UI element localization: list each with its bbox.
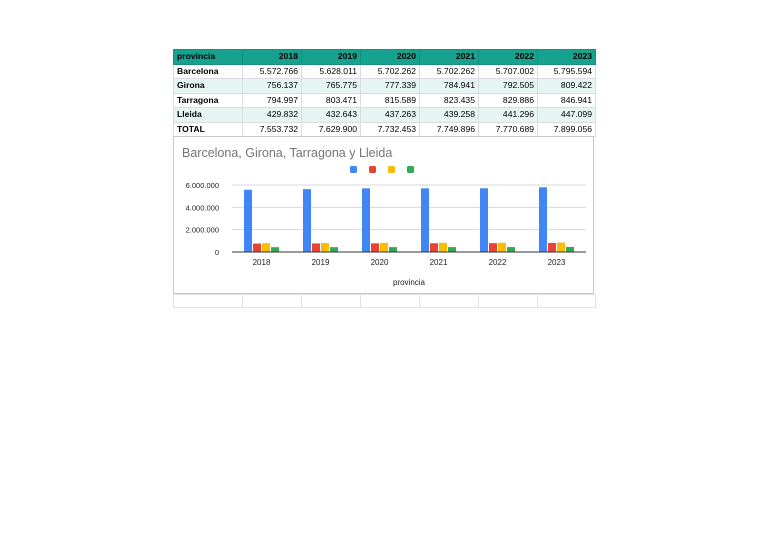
chart-canvas <box>174 137 593 293</box>
bar-lleida-2021 <box>448 247 456 252</box>
row-name-cell[interactable]: Lleida <box>174 108 243 123</box>
bar-barcelona-2019 <box>303 189 311 252</box>
y-axis-ticks <box>186 181 219 257</box>
bar-lleida-2022 <box>507 247 515 252</box>
bar-tarragona-2023 <box>557 243 565 252</box>
chart-title: Barcelona, Girona, Tarragona y Lleida <box>182 146 393 160</box>
empty-cell[interactable] <box>174 295 243 308</box>
bar-girona-2020 <box>371 243 379 252</box>
value-cell[interactable]: 447.099 <box>538 108 596 123</box>
value-cell[interactable]: 823.435 <box>420 93 479 108</box>
bar-girona-2022 <box>489 243 497 252</box>
table-row <box>174 79 596 94</box>
header-cell[interactable]: 2019 <box>302 50 361 65</box>
x-tick-label: 2020 <box>370 258 389 267</box>
x-tick-label: 2019 <box>311 258 330 267</box>
value-cell[interactable]: 784.941 <box>420 79 479 94</box>
x-tick-label: 2021 <box>429 258 448 267</box>
value-cell[interactable]: 5.707.002 <box>479 64 538 79</box>
bar-lleida-2019 <box>330 247 338 252</box>
row-name-cell[interactable]: Tarragona <box>174 93 243 108</box>
empty-cell[interactable] <box>361 295 420 308</box>
value-cell[interactable]: 7.749.896 <box>420 122 479 137</box>
value-cell[interactable]: 441.296 <box>479 108 538 123</box>
value-cell[interactable]: 437.263 <box>361 108 420 123</box>
bar-barcelona-2020 <box>362 188 370 252</box>
x-tick-label: 2018 <box>252 258 271 267</box>
empty-row-area <box>173 294 596 308</box>
value-cell[interactable]: 7.629.900 <box>302 122 361 137</box>
bar-lleida-2020 <box>389 247 397 252</box>
empty-cell[interactable] <box>302 295 361 308</box>
spreadsheet-table-area <box>173 49 595 137</box>
value-cell[interactable]: 765.775 <box>302 79 361 94</box>
value-cell[interactable]: 5.628.011 <box>302 64 361 79</box>
value-cell[interactable]: 815.589 <box>361 93 420 108</box>
value-cell[interactable]: 794.997 <box>243 93 302 108</box>
value-cell[interactable]: 5.572.766 <box>243 64 302 79</box>
value-cell[interactable]: 7.553.732 <box>243 122 302 137</box>
x-tick-label: 2023 <box>547 258 566 267</box>
bar-girona-2023 <box>548 243 556 252</box>
legend-swatch-barcelona <box>350 166 357 173</box>
bar-girona-2021 <box>430 243 438 252</box>
value-cell[interactable]: 429.832 <box>243 108 302 123</box>
bar-barcelona-2023 <box>539 187 547 252</box>
empty-cell[interactable] <box>243 295 302 308</box>
header-cell[interactable]: 2023 <box>538 50 596 65</box>
value-cell[interactable]: 5.702.262 <box>361 64 420 79</box>
bar-lleida-2023 <box>566 247 574 252</box>
value-cell[interactable]: 7.732.453 <box>361 122 420 137</box>
bar-tarragona-2022 <box>498 243 506 252</box>
bar-barcelona-2022 <box>480 188 488 252</box>
header-row <box>174 50 596 65</box>
bar-lleida-2018 <box>271 247 279 252</box>
value-cell[interactable]: 432.643 <box>302 108 361 123</box>
y-tick-label: 6.000.000 <box>185 181 219 190</box>
empty-cell[interactable] <box>538 295 596 308</box>
header-cell[interactable]: 2020 <box>361 50 420 65</box>
row-name-cell[interactable]: TOTAL <box>174 122 243 137</box>
chart-gridlines <box>232 185 586 230</box>
header-cell[interactable]: 2022 <box>479 50 538 65</box>
bar-girona-2018 <box>253 244 261 252</box>
value-cell[interactable]: 756.137 <box>243 79 302 94</box>
header-cell[interactable]: provincia <box>174 50 243 65</box>
bar-tarragona-2021 <box>439 243 447 252</box>
value-cell[interactable]: 5.702.262 <box>420 64 479 79</box>
value-cell[interactable]: 777.339 <box>361 79 420 94</box>
value-cell[interactable]: 792.505 <box>479 79 538 94</box>
data-table <box>173 49 596 137</box>
legend-swatch-girona <box>369 166 376 173</box>
embedded-chart[interactable] <box>173 136 594 294</box>
bar-tarragona-2019 <box>321 243 329 252</box>
chart-bars <box>244 187 574 252</box>
value-cell[interactable]: 5.795.594 <box>538 64 596 79</box>
empty-grid-row <box>173 294 596 308</box>
y-tick-label: 0 <box>214 248 219 257</box>
bar-girona-2019 <box>312 243 320 252</box>
value-cell[interactable]: 7.899.056 <box>538 122 596 137</box>
chart-legend <box>350 166 414 173</box>
value-cell[interactable]: 439.258 <box>420 108 479 123</box>
empty-row <box>174 295 596 308</box>
legend-swatch-tarragona <box>388 166 395 173</box>
bar-barcelona-2018 <box>244 190 252 252</box>
value-cell[interactable]: 7.770.689 <box>479 122 538 137</box>
bar-tarragona-2018 <box>262 243 270 252</box>
row-name-cell[interactable]: Barcelona <box>174 64 243 79</box>
bar-tarragona-2020 <box>380 243 388 252</box>
value-cell[interactable]: 803.471 <box>302 93 361 108</box>
table-row <box>174 64 596 79</box>
header-cell[interactable]: 2018 <box>243 50 302 65</box>
empty-cell[interactable] <box>479 295 538 308</box>
y-tick-label: 2.000.000 <box>185 225 219 235</box>
value-cell[interactable]: 809.422 <box>538 79 596 94</box>
row-name-cell[interactable]: Girona <box>174 79 243 94</box>
x-axis-ticks <box>253 258 566 267</box>
legend-swatch-lleida <box>407 166 414 173</box>
value-cell[interactable]: 846.941 <box>538 93 596 108</box>
x-axis-label: provincia <box>392 278 426 287</box>
empty-cell[interactable] <box>420 295 479 308</box>
table-row <box>174 108 596 123</box>
bar-barcelona-2021 <box>421 188 429 252</box>
header-cell[interactable]: 2021 <box>420 50 479 65</box>
table-row <box>174 93 596 108</box>
y-tick-label: 4.000.000 <box>185 203 219 213</box>
value-cell[interactable]: 829.886 <box>479 93 538 108</box>
table-row-total <box>174 122 596 137</box>
x-tick-label: 2022 <box>488 258 507 267</box>
